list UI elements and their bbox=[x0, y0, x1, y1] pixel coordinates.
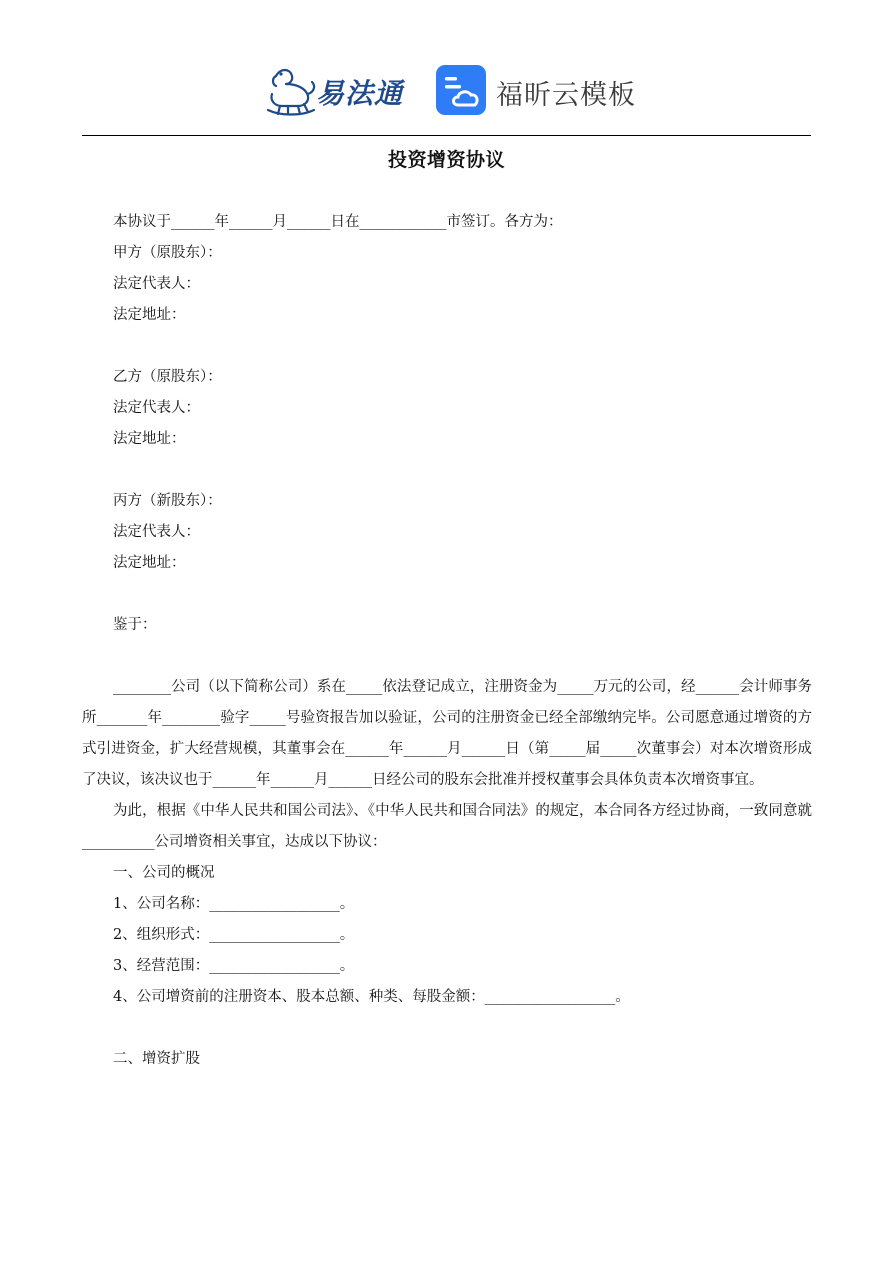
signing-date-line: 本协议于______年______月______日在____________市签订。各方为： bbox=[113, 214, 563, 230]
spacer bbox=[82, 1013, 812, 1044]
party-a-address: 法定地址： bbox=[113, 307, 186, 323]
company-name-line: 1、公司名称：__________________。 bbox=[113, 896, 355, 912]
spacer bbox=[82, 579, 812, 610]
party-b-label: 乙方（原股东）： bbox=[113, 369, 222, 385]
document-title: 投资增资协议 bbox=[387, 149, 505, 171]
party-b-address: 法定地址： bbox=[113, 431, 186, 447]
page-header bbox=[0, 58, 893, 122]
yifatong-logo bbox=[262, 62, 412, 118]
cloud-document-icon bbox=[436, 65, 486, 115]
yifatong-logo-text: 易法通 bbox=[316, 77, 404, 110]
agreement-basis-paragraph: 为此，根据《中华人民共和国公司法》、《中华人民共和国合同法》的规定，本合同各方经过协商，一致同意就__________公司增资相关事宜，达成以下协议： bbox=[82, 803, 812, 850]
header-divider bbox=[82, 135, 811, 136]
organization-form-line: 2、组织形式：__________________。 bbox=[113, 927, 355, 943]
spacer bbox=[82, 641, 812, 672]
business-scope-line: 3、经营范围：__________________。 bbox=[113, 958, 355, 974]
whereas-label: 鉴于： bbox=[113, 617, 157, 633]
capital-info-line: 4、公司增资前的注册资本、股本总额、种类、每股金额：__________________。 bbox=[113, 989, 630, 1005]
spacer bbox=[82, 455, 812, 486]
party-c-label: 丙方（新股东）： bbox=[113, 493, 222, 509]
horse-icon bbox=[262, 62, 318, 118]
party-c-address: 法定地址： bbox=[113, 555, 186, 571]
party-c-representative: 法定代表人： bbox=[113, 524, 200, 540]
section-1-heading: 一、公司的概况 bbox=[113, 865, 215, 881]
spacer bbox=[82, 331, 812, 362]
recital-paragraph: ________公司（以下简称公司）系在_____依法登记成立，注册资金为_____万元的公司，经______会计师事务所_______年________验字_____号验资报告加以验证，公司的注册资金已经全部缴纳完毕。公司愿意通过增资的方式引进资金，扩大经营规模，其董事会在______年______月______日（第_____届_____次董事会）对本次增资形成了决议，该决议也于______年______月______日经公司的股东会批准并授权董事会具体负责本次增资事宜。 bbox=[82, 679, 812, 788]
party-a-representative: 法定代表人： bbox=[113, 276, 200, 292]
section-2-heading: 二、增资扩股 bbox=[113, 1051, 200, 1067]
party-a-label: 甲方（原股东）： bbox=[113, 245, 222, 261]
document-body bbox=[82, 207, 812, 1075]
foxit-cloud-template-logo bbox=[436, 65, 636, 117]
party-b-representative: 法定代表人： bbox=[113, 400, 200, 416]
foxit-logo-text: 福昕云模板 bbox=[496, 80, 636, 111]
